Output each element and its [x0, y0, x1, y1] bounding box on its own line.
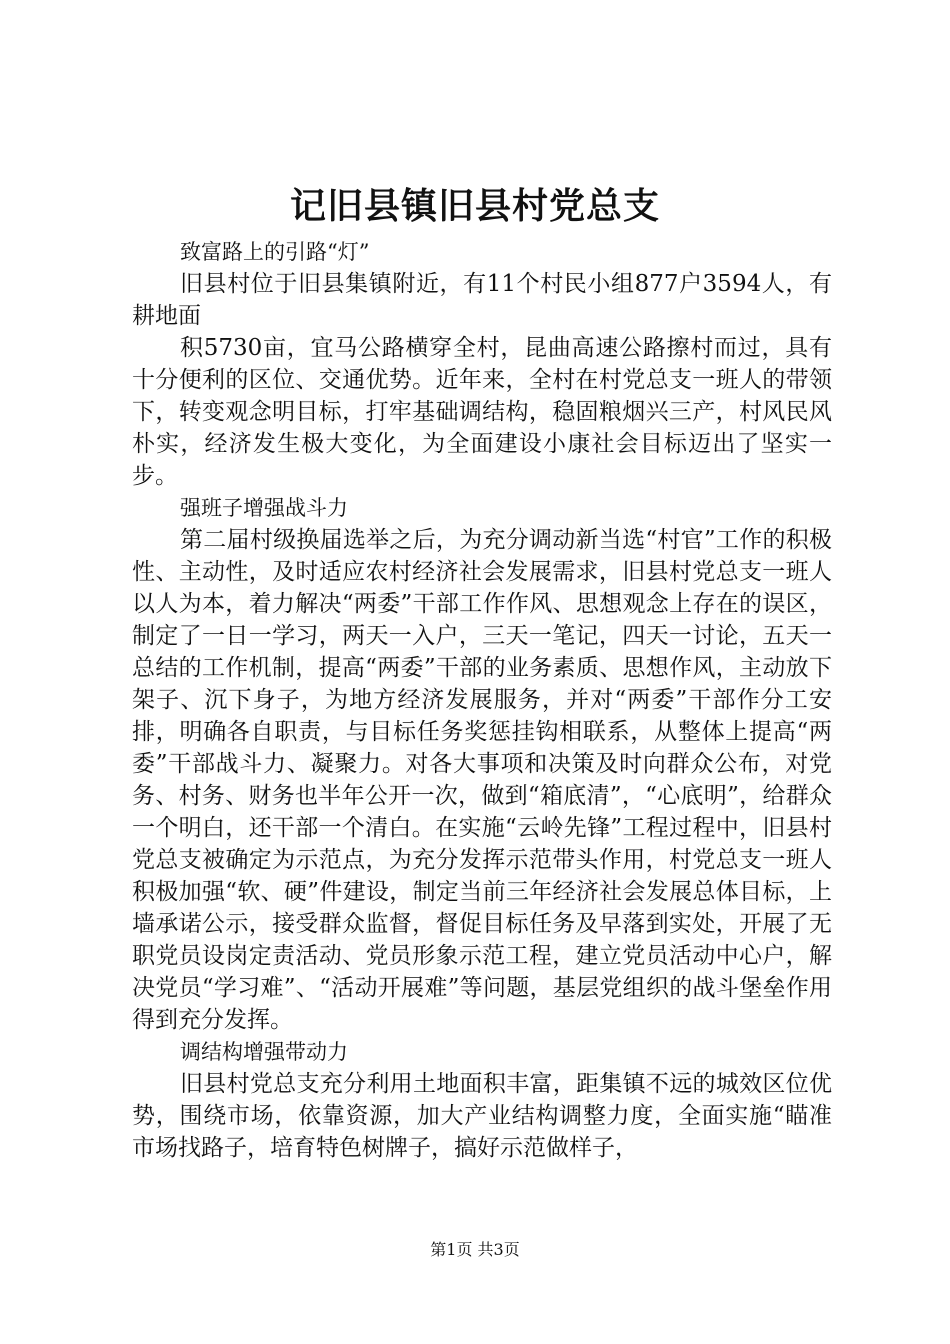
- paragraph: 旧县村位于旧县集镇附近，有11个村民小组877户3594人，有耕地面: [132, 271, 832, 329]
- page-footer: 第1页 共3页: [430, 1240, 520, 1259]
- section-heading: 调结构增强带动力: [180, 1040, 348, 1064]
- document-title: 记旧县镇旧县村党总支: [289, 185, 660, 227]
- paragraph: 旧县村党总支充分利用土地面积丰富，距集镇不远的城效区位优势，围绕市场，依靠资源，加大产业结构调整力度，全面实施“瞄准市场找路子，培育特色树牌子，搞好示范做样子，: [132, 1071, 832, 1161]
- section-heading: 致富路上的引路“灯”: [180, 240, 370, 264]
- document-body: [132, 236, 832, 1164]
- paragraph: 积5730亩，宜马公路横穿全村，昆曲高速公路擦村而过，具有十分便利的区位、交通优势。近年来，全村在村党总支一班人的带领下，转变观念明目标，打牢基础调结构，稳固粮烟兴三产，村风民风朴实，经济发生极大变化，为全面建设小康社会目标迈出了坚实一步。: [132, 335, 832, 489]
- paragraph: 第二届村级换届选举之后，为充分调动新当选“村官”工作的积极性、主动性，及时适应农村经济社会发展需求，旧县村党总支一班人以人为本，着力解决“两委”干部工作作风、思想观念上存在的误区，制定了一日一学习，两天一入户，三天一笔记，四天一讨论，五天一总结的工作机制，提高“两委”干部的业务素质、思想作风，主动放下架子、沉下身子，为地方经济发展服务，并对“两委”干部作分工安排，明确各自职责，与目标任务奖惩挂钩相联系，从整体上提高“两委”干部战斗力、凝聚力。对各大事项和决策及时向群众公布，对党务、村务、财务也半年公开一次，做到“箱底清”，“心底明”，给群众一个明白，还干部一个清白。在实施“云岭先锋”工程过程中，旧县村党总支被确定为示范点，为充分发挥示范带头作用，村党总支一班人积极加强“软、硬”件建设，制定当前三年经济社会发展总体目标，上墙承诺公示，接受群众监督，督促目标任务及早落到实处，开展了无职党员设岗定责活动、党员形象示范工程，建立党员活动中心户，解决党员“学习难”、“活动开展难”等问题，基层党组织的战斗堡垒作用得到充分发挥。: [132, 527, 832, 1033]
- section-heading: 强班子增强战斗力: [180, 496, 348, 520]
